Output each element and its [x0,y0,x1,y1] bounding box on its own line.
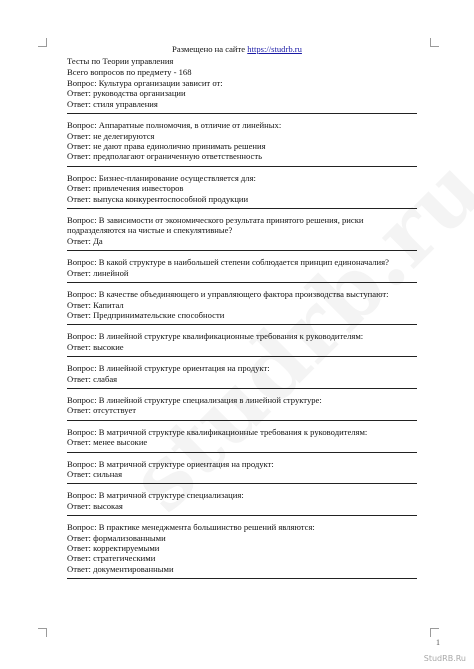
question-block [67,522,417,579]
answer-text: Ответ: руководства организации [67,88,186,99]
question-text: Вопрос: Культура организации зависит от: [67,78,223,88]
question-block [67,427,417,453]
document-title: Тесты по Теории управления [67,56,174,66]
answer-text: Ответ: не дают права единолично принимать решения [67,141,266,152]
questions-list [67,78,417,585]
answer-text: Ответ: Да [67,235,103,246]
question-block [67,490,417,516]
question-text: Вопрос: Бизнес-планирование осуществляется для: [67,172,256,183]
footer-brand: StudRB.Ru [423,654,466,663]
answer-text: Ответ: формализованными [67,532,166,543]
answer-text: Ответ: высокая [67,500,123,511]
question-text: Вопрос: В линейной структуре ориентация на продукт: [67,363,270,374]
answer-text: Ответ: высокие [67,341,124,352]
placed-text: Размещено на сайте [172,44,246,54]
page-number: 1 [436,638,440,647]
answer-text: Ответ: не делегируются [67,130,155,141]
question-text: Вопрос: В практике менеджмента большинство решений являются: [67,522,315,533]
crop-mark-bottom-right [430,628,439,637]
question-total: Всего вопросов по предмету - 168 [67,67,192,77]
question-text: Вопрос: В качестве объединяющего и управляющего фактора производства выступают: [67,289,389,300]
question-block [67,215,417,251]
question-block [67,331,417,357]
crop-mark-bottom-left [38,628,47,637]
answer-text: Ответ: привлечения инвесторов [67,183,184,194]
site-link[interactable]: https://studrb.ru [247,44,302,54]
site-header [0,44,474,54]
answer-text: Ответ: стиля управления [67,98,158,109]
answer-text: Ответ: линейной [67,267,129,278]
question-block [67,459,417,485]
answer-text: Ответ: стратегическими [67,553,156,564]
question-block [67,257,417,283]
question-block [67,78,417,114]
answer-text: Ответ: Капитал [67,299,124,310]
question-text: Вопрос: Аппаратные полномочия, в отличие от линейных: [67,120,282,131]
question-text: Вопрос: В матричной структуре специализация: [67,490,244,501]
question-text: Вопрос: В какой структуре в наибольшей степени соблюдается принцип единоначалия? [67,257,389,268]
question-text: Вопрос: В матричной структуре ориентация на продукт: [67,458,274,469]
answer-text: Ответ: документированными [67,563,174,574]
answer-text: Ответ: Предпринимательские способности [67,309,225,320]
answer-text: Ответ: корректируемыми [67,543,160,553]
question-text: Вопрос: В зависимости от экономического результата принятого решения, риски подразделяются на чистые и спекулятивные? [67,215,364,236]
question-block [67,120,417,167]
question-block [67,363,417,389]
question-text: Вопрос: В матричной структуре квалификационные требования к руководителям: [67,426,368,437]
answer-text: Ответ: отсутствует [67,405,137,416]
question-block [67,173,417,209]
question-text: Вопрос: В линейной структуре квалификационные требования к руководителям: [67,331,364,342]
question-text: Вопрос: В линейной структуре специализация в линейной структуре: [67,394,322,405]
answer-text: Ответ: выпуска конкурентоспособной продукции [67,193,249,204]
answer-text: Ответ: сильная [67,468,123,479]
answer-text: Ответ: предполагают ограниченную ответственность [67,151,263,162]
question-block [67,395,417,421]
answer-text: Ответ: слабая [67,373,118,384]
answer-text: Ответ: менее высокие [67,437,148,448]
question-block [67,289,417,325]
